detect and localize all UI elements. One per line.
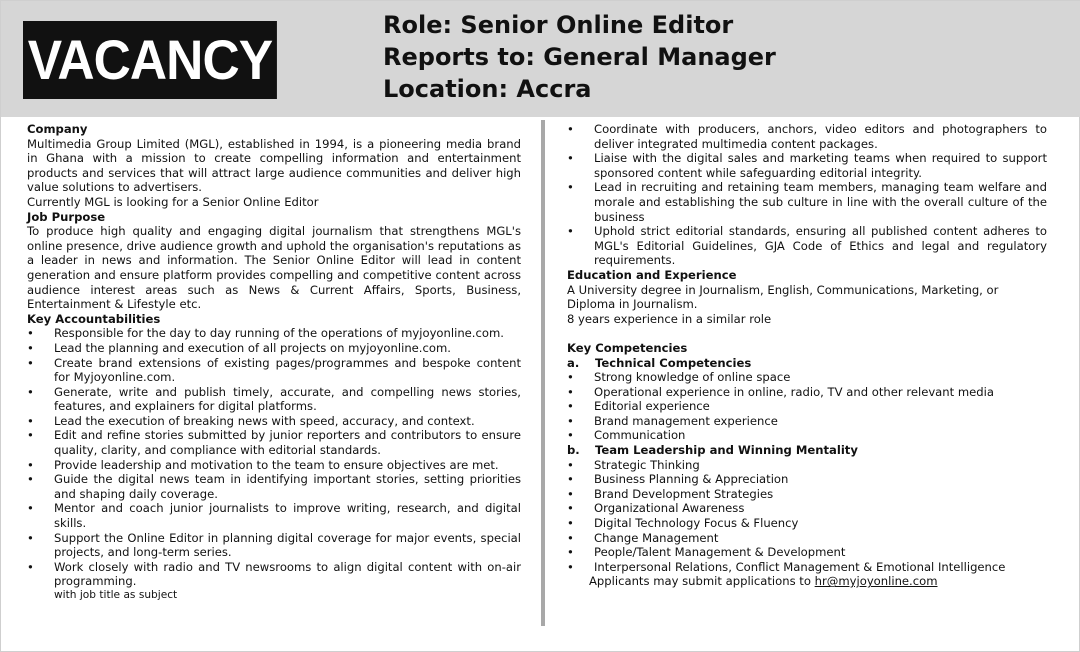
bullet-icon: • [567, 545, 574, 560]
list-letter: a. [567, 355, 580, 370]
header-details [383, 9, 1063, 105]
right-column [567, 122, 1047, 589]
vacancy-badge: VACANCY [23, 21, 277, 99]
bullet-icon: • [567, 501, 574, 516]
bullet-icon: • [567, 122, 574, 136]
list-item: • Generate, write and publish timely, accurate, and compelling news stories, features, and explainers for digital platforms. [27, 384, 521, 414]
bullet-icon: • [567, 370, 574, 385]
experience-text: 8 years experience in a similar role [567, 311, 772, 326]
company-text-2: Currently MGL is looking for a Senior Online Editor [27, 194, 319, 209]
bullet-icon: • [27, 428, 34, 443]
team-leadership-heading: b. Team Leadership and Winning Mentality [567, 443, 858, 458]
bullet-icon: • [27, 559, 34, 574]
bullet-icon: • [27, 355, 34, 370]
list-item: • Guide the digital news team in identifying important stories, setting priorities and shaping daily coverage. [27, 472, 521, 501]
list-item: • Responsible for the day to day running of the operations of myjoyonline.com. [27, 326, 504, 341]
list-item: • Organizational Awareness [567, 501, 745, 516]
bullet-icon: • [567, 472, 574, 487]
job-purpose-text: To produce high quality and engaging digital journalism that strengthens MGL's online presence, drive audience growth and uphold the organisation's reputations as a leader in news and information. The Senior Online Editor will lead in content generation and ensure platform provides compelling and competitive content across audience interest areas such as News & Current Affairs, Sports, Business, Entertainment & Lifestyle etc. [27, 224, 521, 312]
list-item: • Support the Online Editor in planning digital coverage for major events, special projects, and long-term series. [27, 530, 521, 560]
location-line: Location: Accra [383, 75, 592, 103]
bullet-icon: • [567, 384, 574, 399]
list-item: • Uphold strict editorial standards, ensuring all published content adheres to MGL's Editorial Guidelines, GJA Code of Ethics and legal and regulatory requirements. [567, 224, 1047, 268]
list-item: • Liaise with the digital sales and marketing teams when required to support sponsored content while safeguarding editorial integrity. [567, 151, 1047, 180]
key-competencies-heading: Key Competencies [567, 340, 688, 355]
company-heading: Company [27, 122, 88, 136]
bullet-icon: • [567, 413, 574, 428]
list-item: • Lead in recruiting and retaining team members, managing team welfare and morale and establishing the sub culture in line with the overall culture of the business [567, 180, 1047, 224]
bullet-icon: • [567, 151, 574, 166]
apply-instructions [567, 574, 1047, 589]
apply-email-link[interactable]: hr@myjoyonline.com [814, 574, 938, 589]
list-item: • Provide leadership and motivation to the team to ensure objectives are met. [27, 457, 499, 472]
bullet-icon: • [567, 486, 574, 501]
list-item: • Brand Development Strategies [567, 486, 774, 501]
list-item: • Operational experience in online, radio, TV and other relevant media [567, 384, 994, 399]
bullet-icon: • [567, 399, 574, 414]
header-banner [1, 1, 1080, 117]
bullet-icon: • [567, 457, 574, 472]
column-divider [541, 120, 545, 626]
responsibilities-list-continued [567, 122, 1047, 268]
bullet-icon: • [27, 530, 34, 545]
list-item: • Mentor and coach junior journalists to improve writing, research, and digital skills. [27, 501, 521, 531]
technical-competencies-heading: a. Technical Competencies [567, 355, 752, 370]
education-text: A University degree in Journalism, English, Communications, Marketing, or Diploma in Journalism. [567, 282, 999, 312]
list-item: • Create brand extensions of existing pages/programmes and bespoke content for Myjoyonline.com. [27, 355, 521, 385]
bullet-icon: • [27, 384, 34, 399]
list-item: • Editorial experience [567, 399, 710, 414]
spacer [567, 326, 1047, 341]
team-leadership-list [567, 458, 1047, 575]
list-letter: b. [567, 443, 580, 458]
list-item: • Work closely with radio and TV newsrooms to align digital content with on-air programming. [27, 559, 521, 589]
list-item: • Digital Technology Focus & Fluency [567, 516, 799, 531]
list-item: • Strong knowledge of online space [567, 370, 791, 385]
bullet-icon: • [27, 472, 34, 487]
bullet-icon: • [27, 340, 34, 355]
bullet-icon: • [27, 326, 34, 341]
education-heading: Education and Experience [567, 267, 737, 282]
footnote-text: with job title as subject [54, 589, 178, 601]
apply-text: Applicants may submit applications to [589, 574, 815, 589]
bullet-icon: • [27, 413, 34, 428]
job-purpose-heading: Job Purpose [27, 209, 106, 224]
list-item: • Interpersonal Relations, Conflict Management & Emotional Intelligence [567, 559, 1006, 574]
technical-competencies-list [567, 370, 1047, 443]
list-item: • Lead the planning and execution of all projects on myjoyonline.com. [27, 340, 451, 355]
bullet-icon: • [567, 180, 574, 195]
bullet-icon: • [567, 428, 574, 443]
bullet-icon: • [27, 501, 34, 516]
list-item: • People/Talent Management & Development [567, 545, 846, 560]
list-item: • Communication [567, 428, 686, 443]
list-item: • Edit and refine stories submitted by junior reporters and contributors to ensure quality, clarity, and compliance with editorial standards. [27, 428, 521, 458]
bullet-icon: • [567, 559, 574, 574]
list-item: • Lead the execution of breaking news with speed, accuracy, and context. [27, 413, 475, 428]
key-accountabilities-list [27, 326, 521, 589]
list-item: • Strategic Thinking [567, 457, 700, 472]
role-line: Role: Senior Online Editor [383, 11, 734, 39]
list-item: • Coordinate with producers, anchors, video editors and photographers to deliver integrated multimedia content packages. [567, 122, 1047, 151]
reports-to-line: Reports to: General Manager [383, 43, 776, 71]
bullet-icon: • [27, 457, 34, 472]
bullet-icon: • [567, 516, 574, 531]
list-item: • Change Management [567, 530, 719, 545]
list-item: • Brand management experience [567, 413, 778, 428]
bullet-icon: • [567, 530, 574, 545]
list-item: • Business Planning & Appreciation [567, 472, 789, 487]
key-accountabilities-heading: Key Accountabilities [27, 311, 161, 326]
company-text: Multimedia Group Limited (MGL), established in 1994, is a pioneering media brand in Ghana with a mission to create compelling information and entertainment products and services that will attract large audience communities and deliver high value solutions to advertisers. [27, 136, 521, 195]
bullet-icon: • [567, 224, 574, 239]
left-column [27, 122, 521, 602]
